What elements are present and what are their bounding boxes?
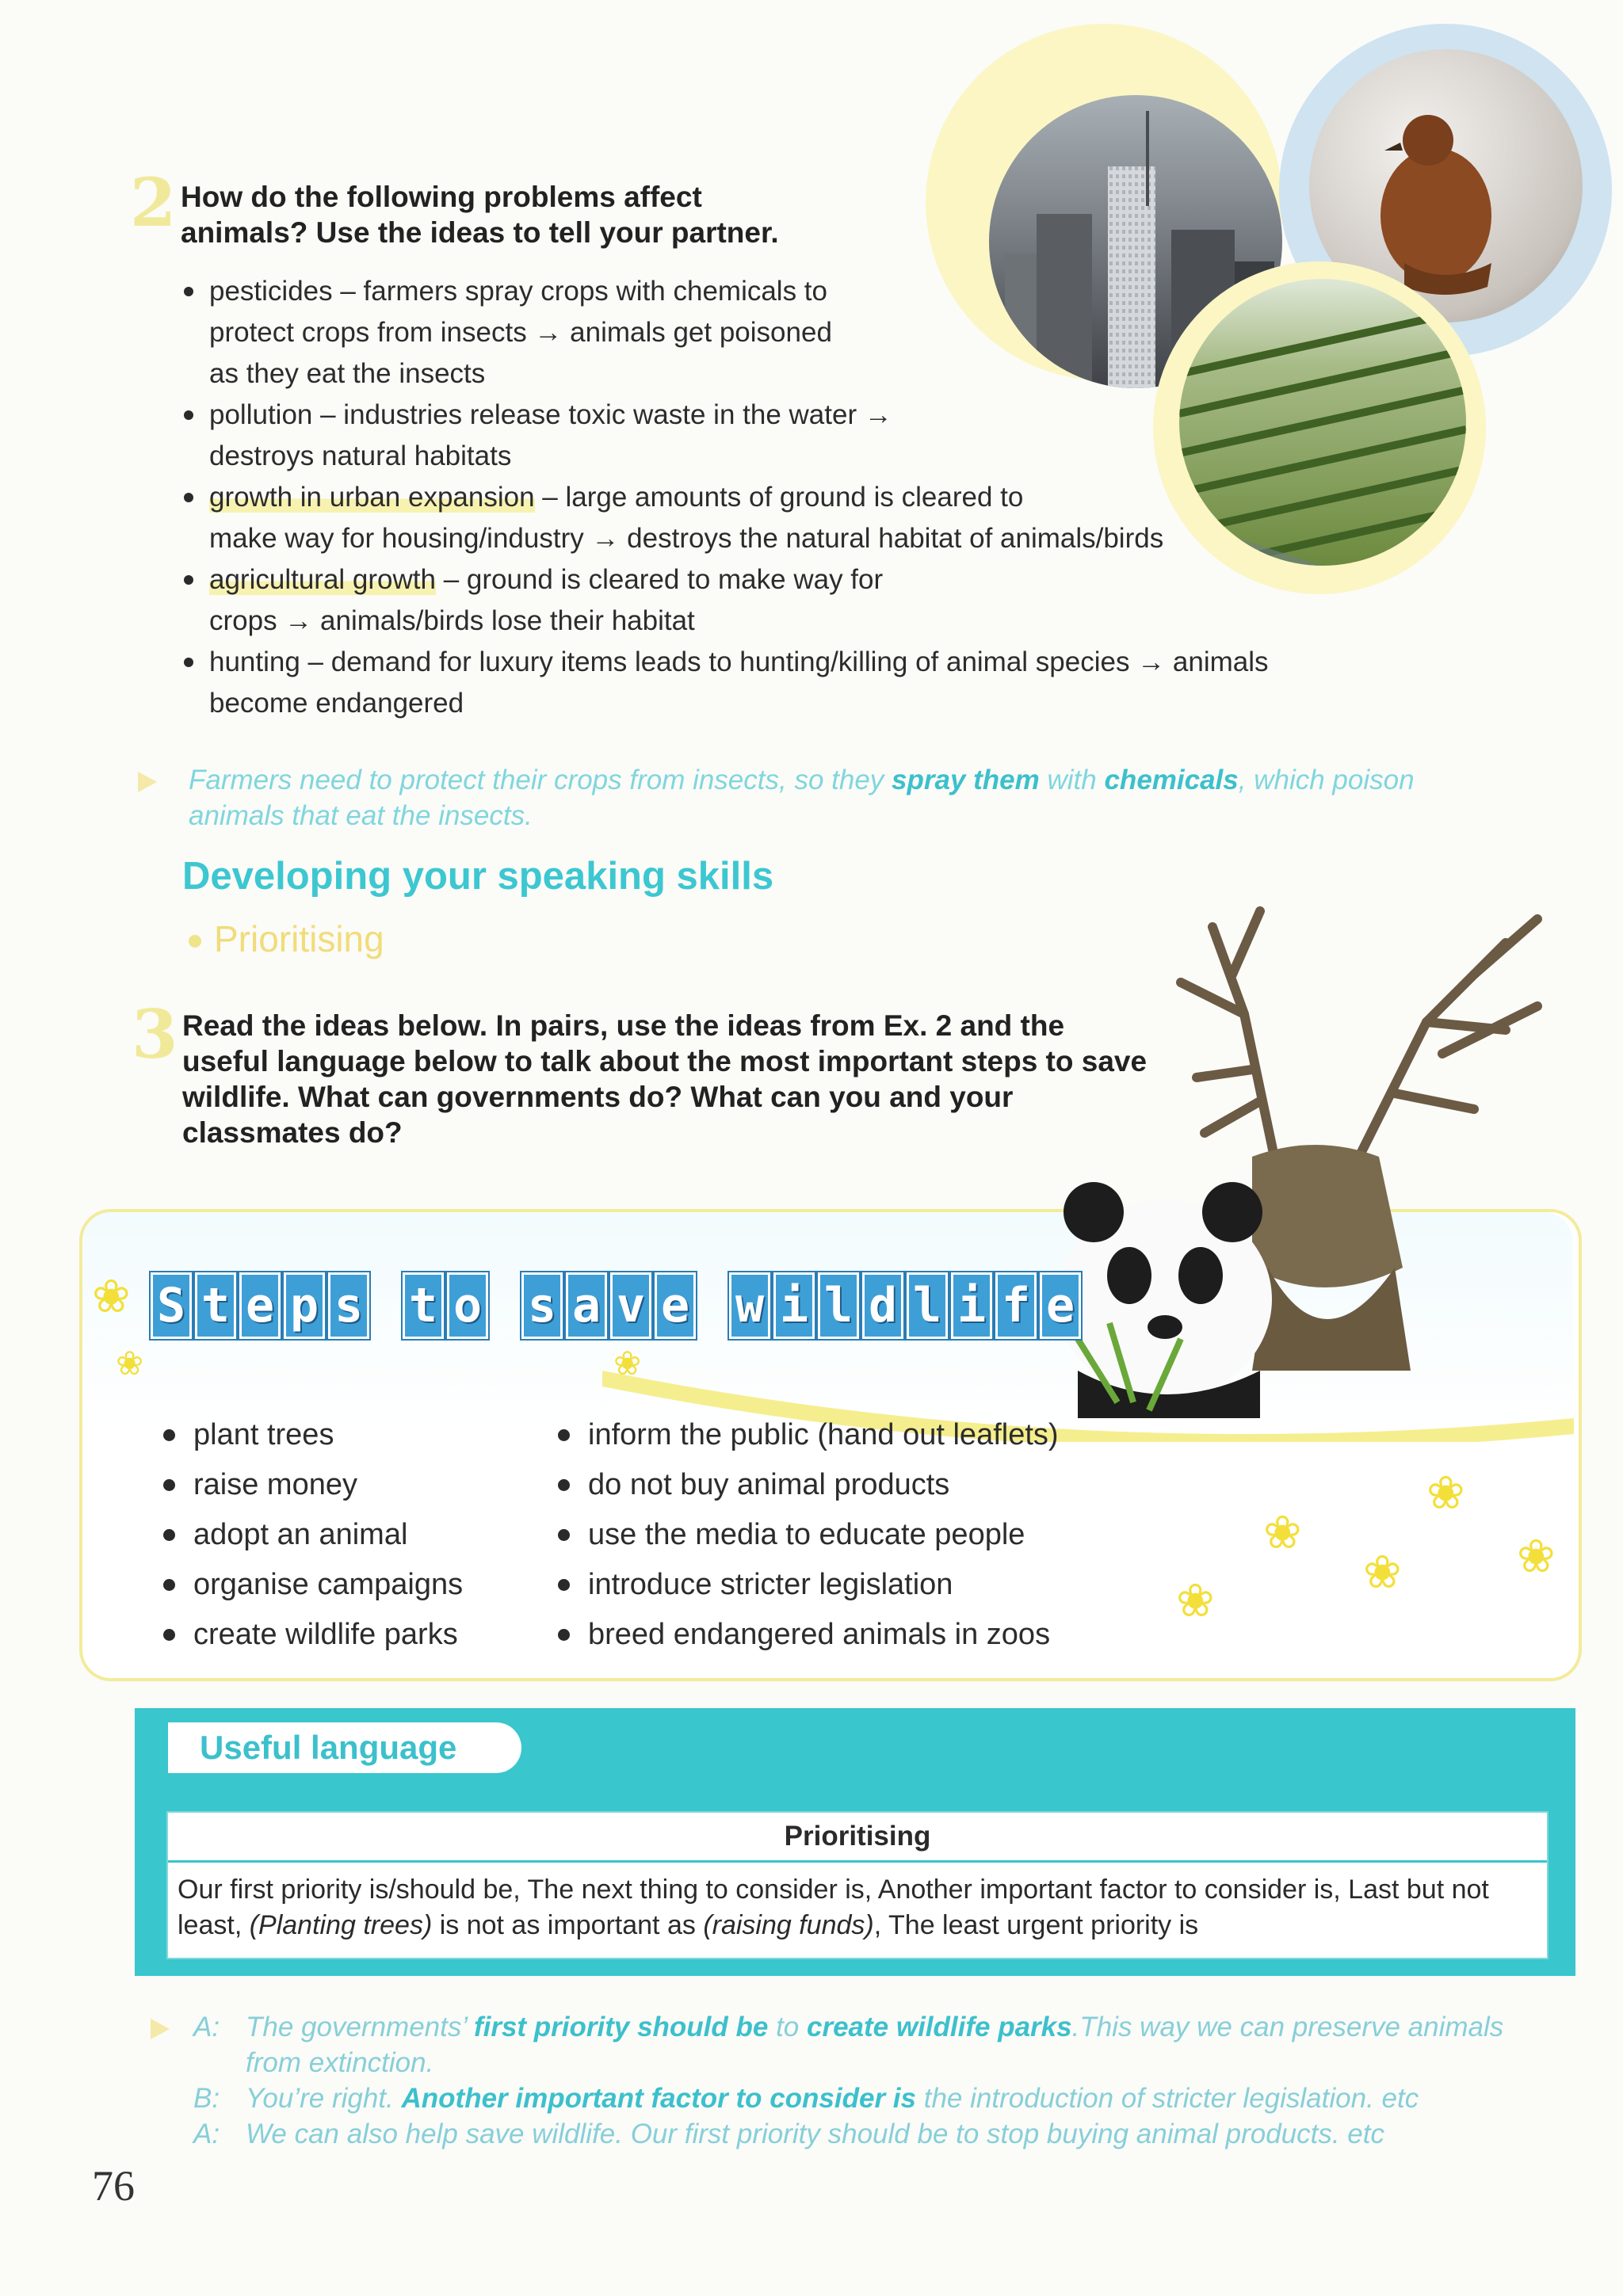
step-item: inform the public (hand out leaflets) bbox=[558, 1410, 1208, 1460]
title-letter-tile: e bbox=[239, 1272, 281, 1339]
exercise-3-number: 3 bbox=[132, 995, 178, 1074]
paw-print-icon: ❀ bbox=[116, 1344, 144, 1382]
title-letter-tile: w bbox=[729, 1272, 770, 1339]
step-item: introduce stricter legislation bbox=[558, 1560, 1208, 1610]
title-letter-tile: l bbox=[907, 1272, 948, 1339]
problem-item bbox=[184, 271, 1293, 395]
paw-print-icon: ❀ bbox=[92, 1271, 131, 1322]
problem-line: as they eat the insects bbox=[209, 358, 486, 389]
problem-line: crops → animals/birds lose their habitat bbox=[209, 605, 695, 636]
prioritising-table-header: Prioritising bbox=[168, 1813, 1547, 1863]
step-item: plant trees bbox=[163, 1410, 544, 1460]
title-letter-tile: t bbox=[195, 1272, 236, 1339]
problem-line: protect crops from insects → animals get poisoned bbox=[209, 317, 832, 348]
title-letter-tile: S bbox=[151, 1272, 192, 1339]
phrase-line: least, (Planting trees) is not as important as (raising funds), The least urgent priority is bbox=[178, 1910, 1199, 1940]
phrase-line: Our first priority is/should be, The next thing to consider is, Another important factor to consider is, Last but not bbox=[178, 1875, 1489, 1905]
exercise-2-prompt bbox=[181, 179, 779, 250]
exercise-2-number: 2 bbox=[130, 163, 177, 242]
title-letter-tile: e bbox=[1040, 1272, 1081, 1339]
problem-line: pesticides – farmers spray crops with chemicals to bbox=[209, 276, 827, 307]
step-item: adopt an animal bbox=[163, 1510, 544, 1560]
title-letter-tile: v bbox=[610, 1272, 651, 1339]
bullet-icon bbox=[189, 935, 201, 948]
paw-print-icon: ❀ bbox=[1517, 1531, 1556, 1582]
problem-line: make way for housing/industry → destroys the natural habitat of animals/birds bbox=[209, 523, 1164, 554]
step-item: organise campaigns bbox=[163, 1560, 544, 1610]
title-letter-tile: e bbox=[655, 1272, 696, 1339]
problem-line: – ground is cleared to make way for bbox=[435, 564, 884, 595]
prompt-line: classmates do? bbox=[182, 1116, 403, 1149]
title-word bbox=[521, 1272, 696, 1339]
title-word bbox=[151, 1272, 369, 1339]
paw-print-icon: ❀ bbox=[613, 1344, 642, 1382]
problem-item bbox=[184, 559, 1293, 642]
dialogue-arrow-icon bbox=[151, 2019, 170, 2039]
problem-line: become endangered bbox=[209, 688, 464, 719]
prioritising-phrases bbox=[168, 1863, 1547, 1958]
problem-line: – large amounts of ground is cleared to bbox=[534, 482, 1024, 513]
prompt-line: animals? Use the ideas to tell your partner. bbox=[181, 216, 779, 249]
problem-item bbox=[184, 477, 1293, 559]
problem-item bbox=[184, 395, 1293, 477]
prompt-line: Read the ideas below. In pairs, use the ideas from Ex. 2 and the bbox=[182, 1009, 1065, 1042]
problem-topic: growth in urban expansion bbox=[209, 482, 535, 513]
title-letter-tile: t bbox=[403, 1272, 444, 1339]
step-item: breed endangered animals in zoos bbox=[558, 1610, 1208, 1660]
title-letter-tile: s bbox=[521, 1272, 563, 1339]
dialogue-line: from extinction. bbox=[246, 2047, 434, 2078]
prioritising-table bbox=[166, 1811, 1549, 1959]
steps-list-left bbox=[163, 1410, 544, 1660]
dialogue-line: A: We can also help save wildlife. Our first priority should be to stop buying animal products. etc bbox=[193, 2119, 1384, 2149]
title-letter-tile: a bbox=[566, 1272, 607, 1339]
title-letter-tile: l bbox=[818, 1272, 859, 1339]
section-subtitle: Prioritising bbox=[214, 918, 384, 959]
title-word bbox=[729, 1272, 1081, 1339]
prompt-line: How do the following problems affect bbox=[181, 181, 702, 213]
step-item: raise money bbox=[163, 1460, 544, 1510]
title-letter-tile: i bbox=[951, 1272, 992, 1339]
problem-line: destroys natural habitats bbox=[209, 441, 512, 471]
example-line: Farmers need to protect their crops from insects, so they spray them with chemicals, which poison bbox=[189, 765, 1415, 795]
problem-topic: agricultural growth bbox=[209, 564, 436, 595]
step-item: create wildlife parks bbox=[163, 1610, 544, 1660]
example-line: animals that eat the insects. bbox=[189, 800, 533, 831]
model-dialogue bbox=[193, 2009, 1572, 2152]
steps-list-right bbox=[558, 1410, 1208, 1660]
problem-item bbox=[184, 642, 1293, 724]
dialogue-line: B: You’re right. Another important factor to consider is the introduction of stricter legislation. etc bbox=[193, 2083, 1419, 2114]
title-letter-tile: f bbox=[995, 1272, 1037, 1339]
paw-print-icon: ❀ bbox=[1426, 1467, 1465, 1519]
step-item: do not buy animal products bbox=[558, 1460, 1208, 1510]
title-word bbox=[403, 1272, 488, 1339]
panda-and-deer-illustration bbox=[1062, 895, 1623, 1418]
useful-language-label: Useful language bbox=[168, 1722, 521, 1773]
dialogue-line: A: The governments’ first priority should be to create wildlife parks.This way we can preserve animals bbox=[193, 2012, 1504, 2042]
title-letter-tile: s bbox=[328, 1272, 369, 1339]
paw-print-icon: ❀ bbox=[1176, 1575, 1215, 1627]
title-letter-tile: i bbox=[773, 1272, 815, 1339]
title-letter-tile: d bbox=[862, 1272, 903, 1339]
step-item: use the media to educate people bbox=[558, 1510, 1208, 1560]
problem-line: pollution – industries release toxic waste in the water → bbox=[209, 399, 892, 430]
page-number: 76 bbox=[92, 2162, 135, 2210]
exercise-3-prompt bbox=[182, 1008, 1181, 1150]
title-letter-tile: o bbox=[447, 1272, 488, 1339]
example-answer bbox=[189, 762, 1560, 833]
example-arrow-icon bbox=[138, 772, 157, 792]
problem-line: hunting – demand for luxury items leads to hunting/killing of animal species → animals bbox=[209, 646, 1269, 677]
paw-print-icon: ❀ bbox=[1363, 1547, 1402, 1598]
section-title: Developing your speaking skills bbox=[182, 855, 774, 898]
paw-print-icon: ❀ bbox=[1263, 1507, 1302, 1558]
problems-list bbox=[184, 271, 1293, 724]
prompt-line: wildlife. What can governments do? What can you and your bbox=[182, 1081, 1014, 1113]
title-letter-tile: p bbox=[284, 1272, 325, 1339]
steps-title bbox=[151, 1272, 1081, 1339]
prompt-line: useful language below to talk about the most important steps to save bbox=[182, 1045, 1148, 1077]
